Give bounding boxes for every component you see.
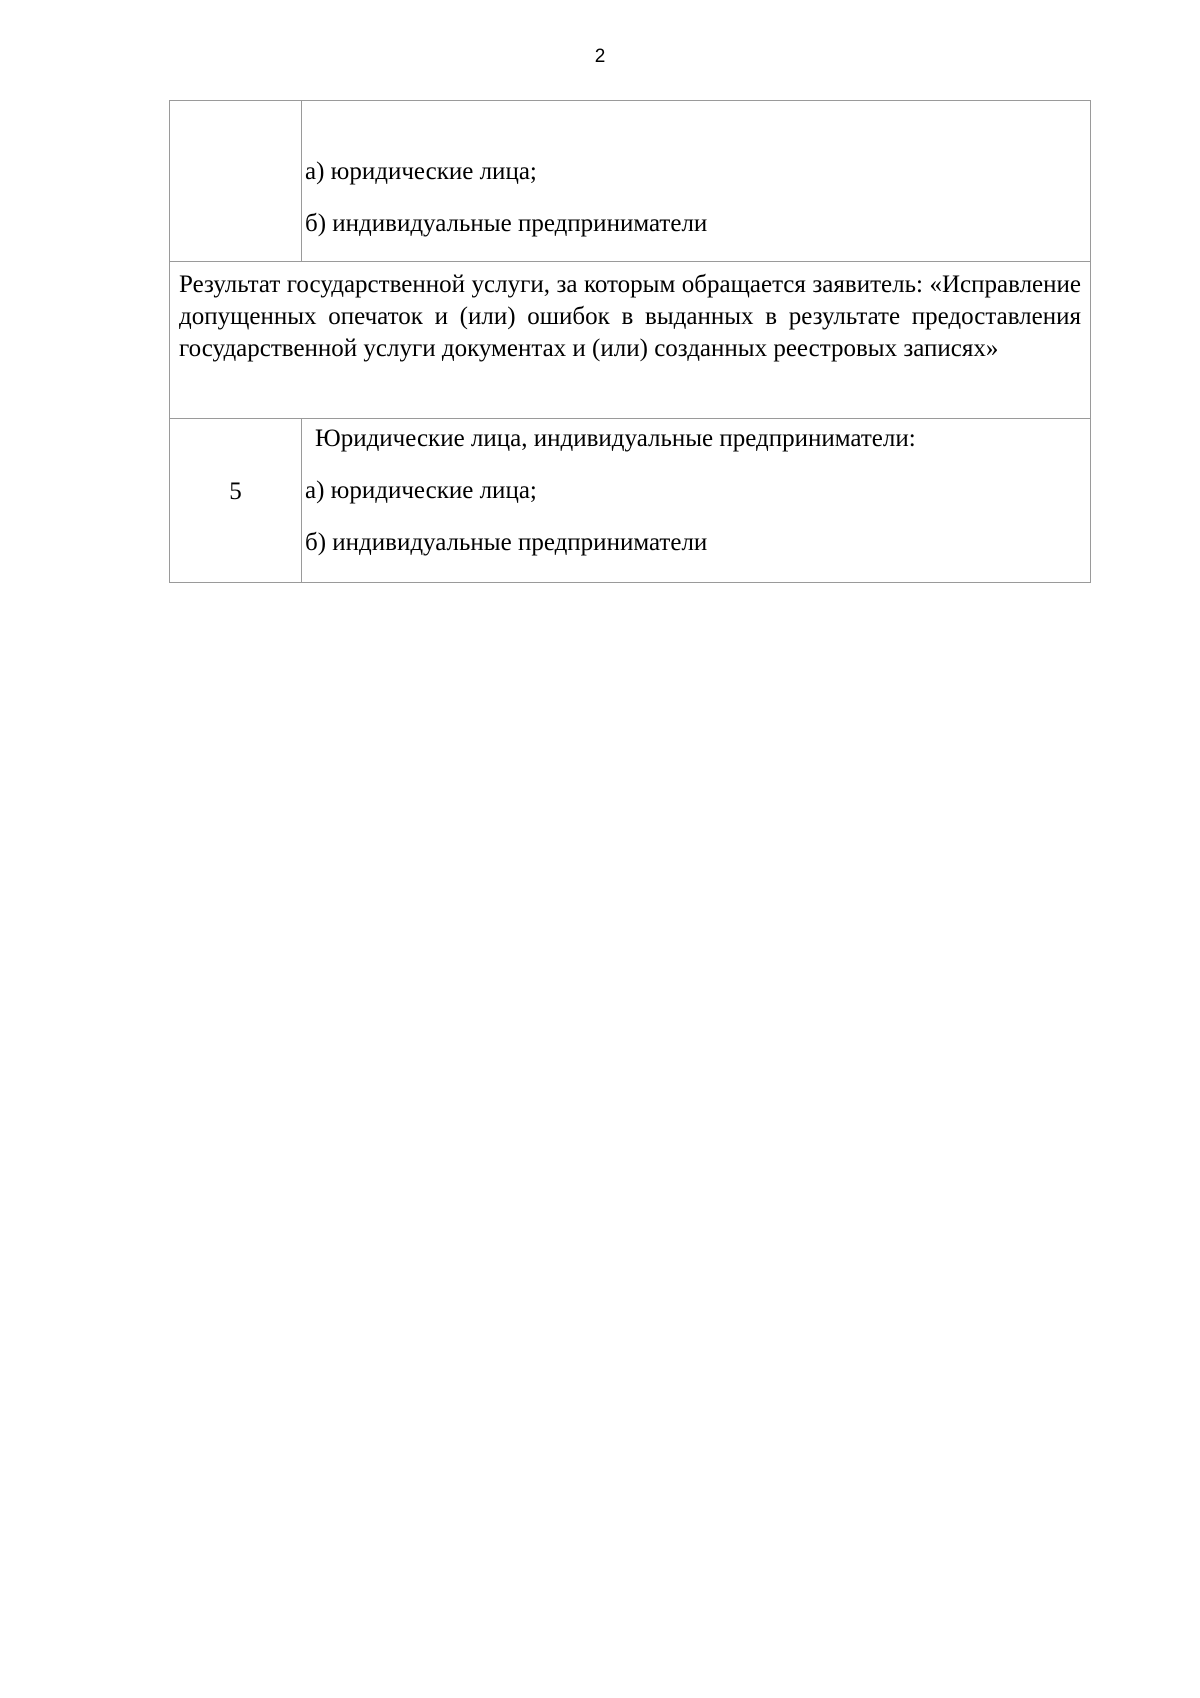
applicant-category-cell: [302, 101, 1091, 262]
category-heading: Юридические лица, индивидуальные предприниматели:: [315, 425, 916, 452]
category-option-a: а) юридические лица;: [305, 477, 537, 504]
category-option-b: б) индивидуальные предприниматели: [305, 210, 708, 237]
row-number-cell: [170, 101, 302, 262]
page-number: 2: [594, 46, 606, 67]
category-option-b: б) индивидуальные предприниматели: [305, 529, 708, 556]
row-number-cell: [170, 419, 302, 583]
table-row: [170, 262, 1091, 419]
row-number: [170, 101, 301, 159]
applicant-category-cell: [302, 419, 1091, 583]
applicant-table: [169, 100, 1091, 583]
table-row: [170, 101, 1091, 262]
service-result-cell: [170, 262, 1091, 419]
service-result-text: Результат государственной услуги, за которым обращается заявитель: «Исправление допущенных опечаток и (или) ошибок в выданных в результате предоставления государственной услуги документах и (или) созданных реестровых записях»: [179, 271, 1081, 362]
table-row: [170, 419, 1091, 583]
row-number: 5: [229, 478, 242, 505]
category-option-a: а) юридические лица;: [305, 158, 537, 185]
